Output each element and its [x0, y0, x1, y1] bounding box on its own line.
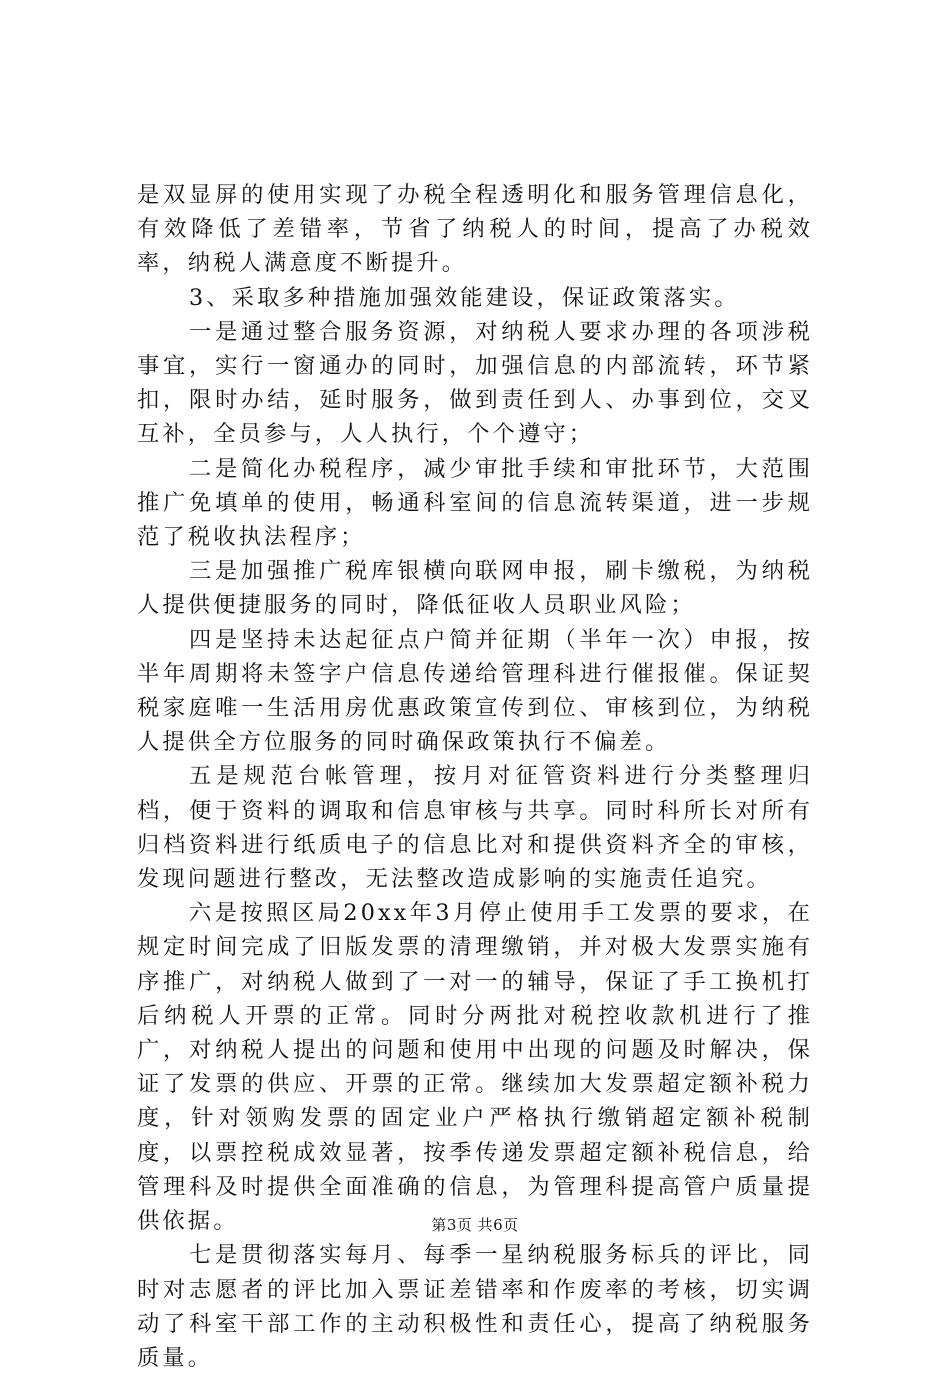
paragraph-item-1: 一是通过整合服务资源，对纳税人要求办理的各项涉税事宜，实行一窗通办的同时，加强信息的内部流转，环节紧扣，限时办结，延时服务，做到责任到人、办事到位，交叉互补，全员参与，人人执行，个个遵守； — [137, 318, 813, 448]
paragraph-item-4: 四是坚持未达起征点户简并征期（半年一次）申报，按半年周期将未签字户信息传递给管理科进行催报催。保证契税家庭唯一生活用房优惠政策宣传到位、审核到位，为纳税人提供全方位服务的同时确保政策执行不偏差。 — [137, 626, 813, 756]
paragraph-item-6: 六是按照区局20xx年3月停止使用手工发票的要求，在规定时间完成了旧版发票的清理缴销，并对极大发票实施有序推广，对纳税人做到了一对一的辅导，保证了手工换机打后纳税人开票的正常。同时分两批对税控收款机进行了推广，对纳税人提出的问题和使用中出现的问题及时解决，保证了发票的供应、开票的正常。继续加大发票超定额补税力度，针对领购发票的固定业户严格执行缴销超定额补税制度，以票控税成效显著，按季传递发票超定额补税信息，给管理科及时提供全面准确的信息，为管理科提高管户质量提供依据。 — [137, 900, 813, 1235]
paragraph-item-3: 三是加强推广税库银横向联网申报，刷卡缴税，为纳税人提供便捷服务的同时，降低征收人员职业风险； — [137, 558, 813, 619]
paragraph-item-5: 五是规范台帐管理，按月对征管资料进行分类整理归档，便于资料的调取和信息审核与共享。同时科所长对所有归档资料进行纸质电子的信息比对和提供资料齐全的审核，发现问题进行整改，无法整改造成影响的实施责任追究。 — [137, 763, 813, 893]
page-number-footer: 第3页 共6页 — [431, 1216, 519, 1234]
document-body — [137, 178, 813, 1375]
paragraph-item-7: 七是贯彻落实每月、每季一星纳税服务标兵的评比，同时对志愿者的评比加入票证差错率和作废率的考核，切实调动了科室干部工作的主动积极性和责任心，提高了纳税服务质量。 — [137, 1242, 813, 1371]
section-heading: 3、采取多种措施加强效能建设，保证政策落实。 — [189, 284, 740, 311]
paragraph-continued: 是双显屏的使用实现了办税全程透明化和服务管理信息化，有效降低了差错率，节省了纳税人的时间，提高了办税效率，纳税人满意度不断提升。 — [137, 182, 813, 277]
paragraph-item-2: 二是简化办税程序，减少审批手续和审批环节，大范围推广免填单的使用，畅通科室间的信息流转渠道，进一步规范了税收执法程序； — [137, 455, 813, 551]
